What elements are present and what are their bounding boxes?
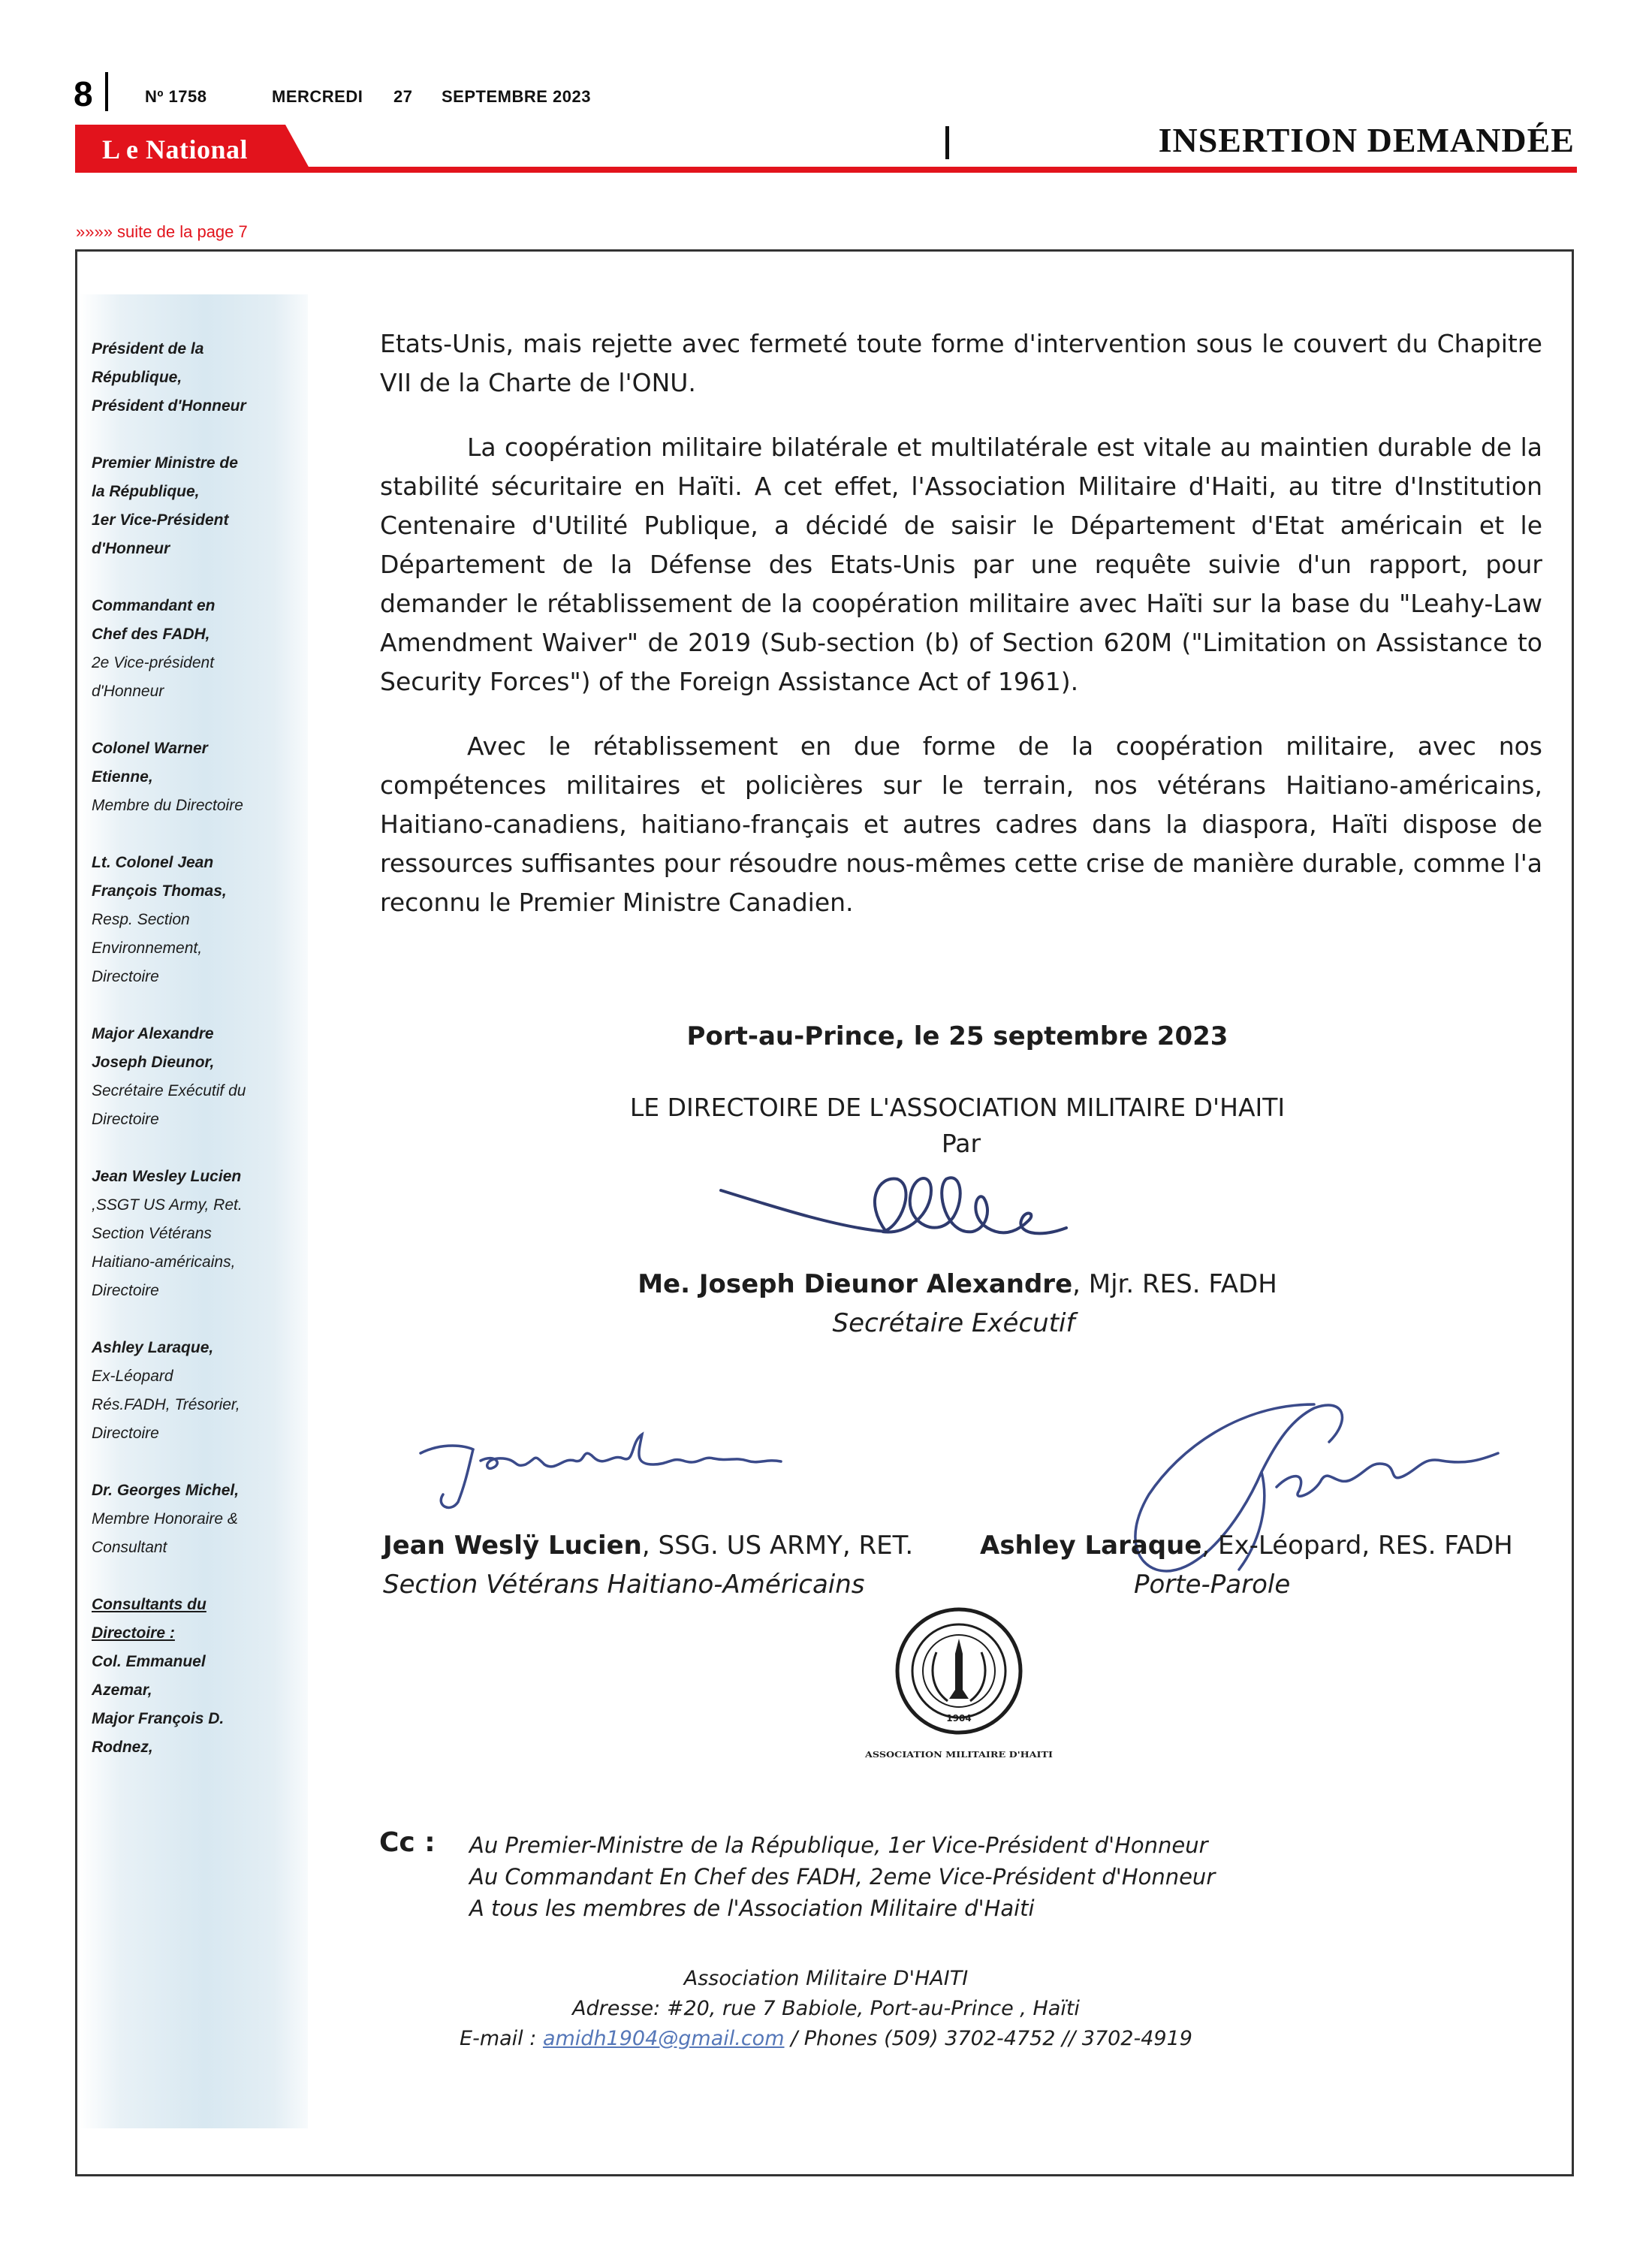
sidebar-entry <box>92 849 309 991</box>
sidebar-line: Directoire <box>92 1425 159 1442</box>
signatory-body: LE DIRECTOIRE DE L'ASSOCIATION MILITAIRE D'HAITI <box>629 1093 1286 1122</box>
sidebar-entry <box>92 1591 309 1762</box>
sidebar-line: Membre du Directoire <box>92 797 243 814</box>
sidebar-line: Major Alexandre <box>92 1025 214 1042</box>
sidebar-line: Lt. Colonel Jean <box>92 854 214 871</box>
sidebar-line: Dr. Georges Michel, <box>92 1482 240 1499</box>
sidebar-line: Président d'Honneur <box>92 397 246 415</box>
seal-year: 1904 <box>946 1713 972 1724</box>
sidebar-line: Consultants du <box>92 1596 206 1613</box>
sidebar-line: Président de la <box>92 340 204 357</box>
sidebar-line: Joseph Dieunor, <box>92 1054 215 1071</box>
signatory-spokesperson-name: Ashley Laraque, Ex-Léopard, RES. FADH <box>980 1531 1513 1561</box>
cc-label: Cc : <box>379 1827 436 1858</box>
sidebar-line: Environnement, <box>92 940 203 957</box>
email-link[interactable]: amidh1904@gmail.com <box>542 2027 785 2050</box>
sidebar-entry <box>92 1020 309 1134</box>
signatory-veterans-name: Jean Weslÿ Lucien, SSG. US ARMY, RET. <box>383 1531 914 1561</box>
sidebar-line: Membre Honoraire & <box>92 1510 238 1528</box>
continued-from-notice: »»»» suite de la page 7 <box>76 222 248 241</box>
sidebar-line: Consultant <box>92 1539 167 1556</box>
page-number: 8 <box>74 74 93 113</box>
sidebar-line: Ex-Léopard <box>92 1368 173 1385</box>
sidebar-line: République, <box>92 369 182 386</box>
sidebar-line: Premier Ministre de <box>92 454 238 472</box>
page-number-divider <box>105 72 108 111</box>
body-paragraph: Avec le rétablissement en due forme de la coopération militaire, avec nos compétences militaires et policières sur le terrain, nos vétérans Haitiano-américains, Haitiano-canadiens, haitiano-français et autres cadres dans la diaspora, Haïti dispose de ressources suffisantes pour résoudre nous-mêmes cette crise de manière durable, comme l'a reconnu le Premier Ministre Canadien. <box>380 731 1542 917</box>
body-paragraph: La coopération militaire bilatérale et multilatérale est vitale au maintien durable de la stabilité sécuritaire en Haïti. A cet effet, l'Association Militaire d'Haiti, au titre d'Institution Centenaire d'Utilité Publique, a décidé de saisir le Département d'Etat américain et le Département de la Défense des Etats-Unis par une requête suivie d'un rapport, pour demander le rétablissement de la coopération militaire avec Haïti sur la base du "Leahy-Law Amendment Waiver" de 2019 (Sub-section (b) of Section 620M ("Limitation on Assistance to Security Forces") of the Foreign Assistance Act of 1961). <box>380 433 1542 696</box>
signatory-secretary-name: Me. Joseph Dieunor Alexandre, Mjr. RES. FADH <box>638 1269 1277 1299</box>
sidebar-line: Chef des FADH, <box>92 626 210 643</box>
sidebar-line: Resp. Section <box>92 911 190 928</box>
by-label: Par <box>941 1129 981 1158</box>
sidebar-line: Col. Emmanuel <box>92 1653 206 1670</box>
body-paragraph: Etats-Unis, mais rejette avec fermeté toute forme d'intervention sous le couvert du Chapitre VII de la Charte de l'ONU. <box>380 329 1542 397</box>
sidebar-line: Rodnez, <box>92 1739 153 1756</box>
issue-day: MERCREDI <box>272 87 363 106</box>
signature-veterans <box>413 1412 788 1517</box>
sidebar-line: Directoire : <box>92 1624 175 1642</box>
sidebar-line: Directoire <box>92 968 159 985</box>
sidebar-entry <box>92 1163 309 1305</box>
sidebar-line: Commandant en <box>92 597 216 614</box>
issue-month-year: SEPTEMBRE 2023 <box>442 87 591 106</box>
sidebar-line: Directoire <box>92 1282 159 1299</box>
sidebar-line: 2e Vice-président <box>92 654 215 671</box>
cc-recipient: Au Commandant En Chef des FADH, 2eme Vice-Président d'Honneur <box>469 1864 1216 1890</box>
association-seal-icon <box>850 1600 1068 1772</box>
sidebar-line: Azemar, <box>92 1681 152 1699</box>
letterhead-sidebar <box>92 335 309 1790</box>
footer-contact: E-mail : amidh1904@gmail.com / Phones (509) 3702-4752 // 3702-4919 <box>460 2027 1192 2050</box>
header-red-rule <box>75 167 1577 173</box>
sidebar-line: Rés.FADH, Trésorier, <box>92 1396 240 1413</box>
signatory-veterans-title: Section Vétérans Haitiano-Américains <box>383 1570 865 1600</box>
letter-dateline: Port-au-Prince, le 25 septembre 2023 <box>686 1021 1228 1051</box>
sidebar-entry <box>92 335 309 421</box>
sidebar-line: François Thomas, <box>92 882 227 900</box>
sidebar-entry <box>92 1334 309 1448</box>
seal-caption: ASSOCIATION MILITAIRE D'HAITI <box>864 1750 1053 1760</box>
footer-organization: Association Militaire D'HAITI <box>683 1967 969 1990</box>
sidebar-line: Section Vétérans <box>92 1225 212 1242</box>
sidebar-line: d'Honneur <box>92 540 170 557</box>
issue-number: Nº 1758 <box>145 87 207 106</box>
sidebar-line: ,SSGT US Army, Ret. <box>92 1196 243 1214</box>
sidebar-line: Haitiano-américains, <box>92 1253 236 1271</box>
sidebar-entry <box>92 734 309 820</box>
signature-spokesperson <box>1089 1389 1509 1592</box>
cc-recipient: Au Premier-Ministre de la République, 1er Vice-Président d'Honneur <box>469 1832 1208 1858</box>
sidebar-line: Major François D. <box>92 1710 225 1727</box>
section-title: INSERTION DEMANDÉE <box>1158 121 1575 159</box>
sidebar-entry <box>92 449 309 563</box>
sidebar-line: d'Honneur <box>92 683 164 700</box>
signatory-spokesperson-title: Porte-Parole <box>1134 1570 1291 1600</box>
issue-date: 27 <box>393 87 413 106</box>
newspaper-logo: L e National <box>102 134 249 164</box>
sidebar-line: Ashley Laraque, <box>92 1339 214 1356</box>
signature-secretary <box>713 1157 1104 1262</box>
cc-recipient: A tous les membres de l'Association Militaire d'Haiti <box>469 1896 1035 1921</box>
sidebar-entry <box>92 592 309 706</box>
header-separator <box>945 126 949 159</box>
sidebar-entry <box>92 1476 309 1562</box>
sidebar-line: Colonel Warner <box>92 740 208 757</box>
letter-body <box>380 324 1542 948</box>
signatory-secretary-title: Secrétaire Exécutif <box>832 1308 1075 1338</box>
cc-list <box>469 1829 1215 1924</box>
footer-address: Adresse: #20, rue 7 Babiole, Port-au-Prince , Haïti <box>572 1997 1080 2020</box>
sidebar-line: 1er Vice-Président <box>92 511 229 529</box>
sidebar-line: Jean Wesley Lucien <box>92 1168 242 1185</box>
sidebar-line: Etienne, <box>92 768 153 786</box>
sidebar-line: Directoire <box>92 1111 159 1128</box>
sidebar-line: la République, <box>92 483 200 500</box>
sidebar-line: Secrétaire Exécutif du <box>92 1082 246 1099</box>
